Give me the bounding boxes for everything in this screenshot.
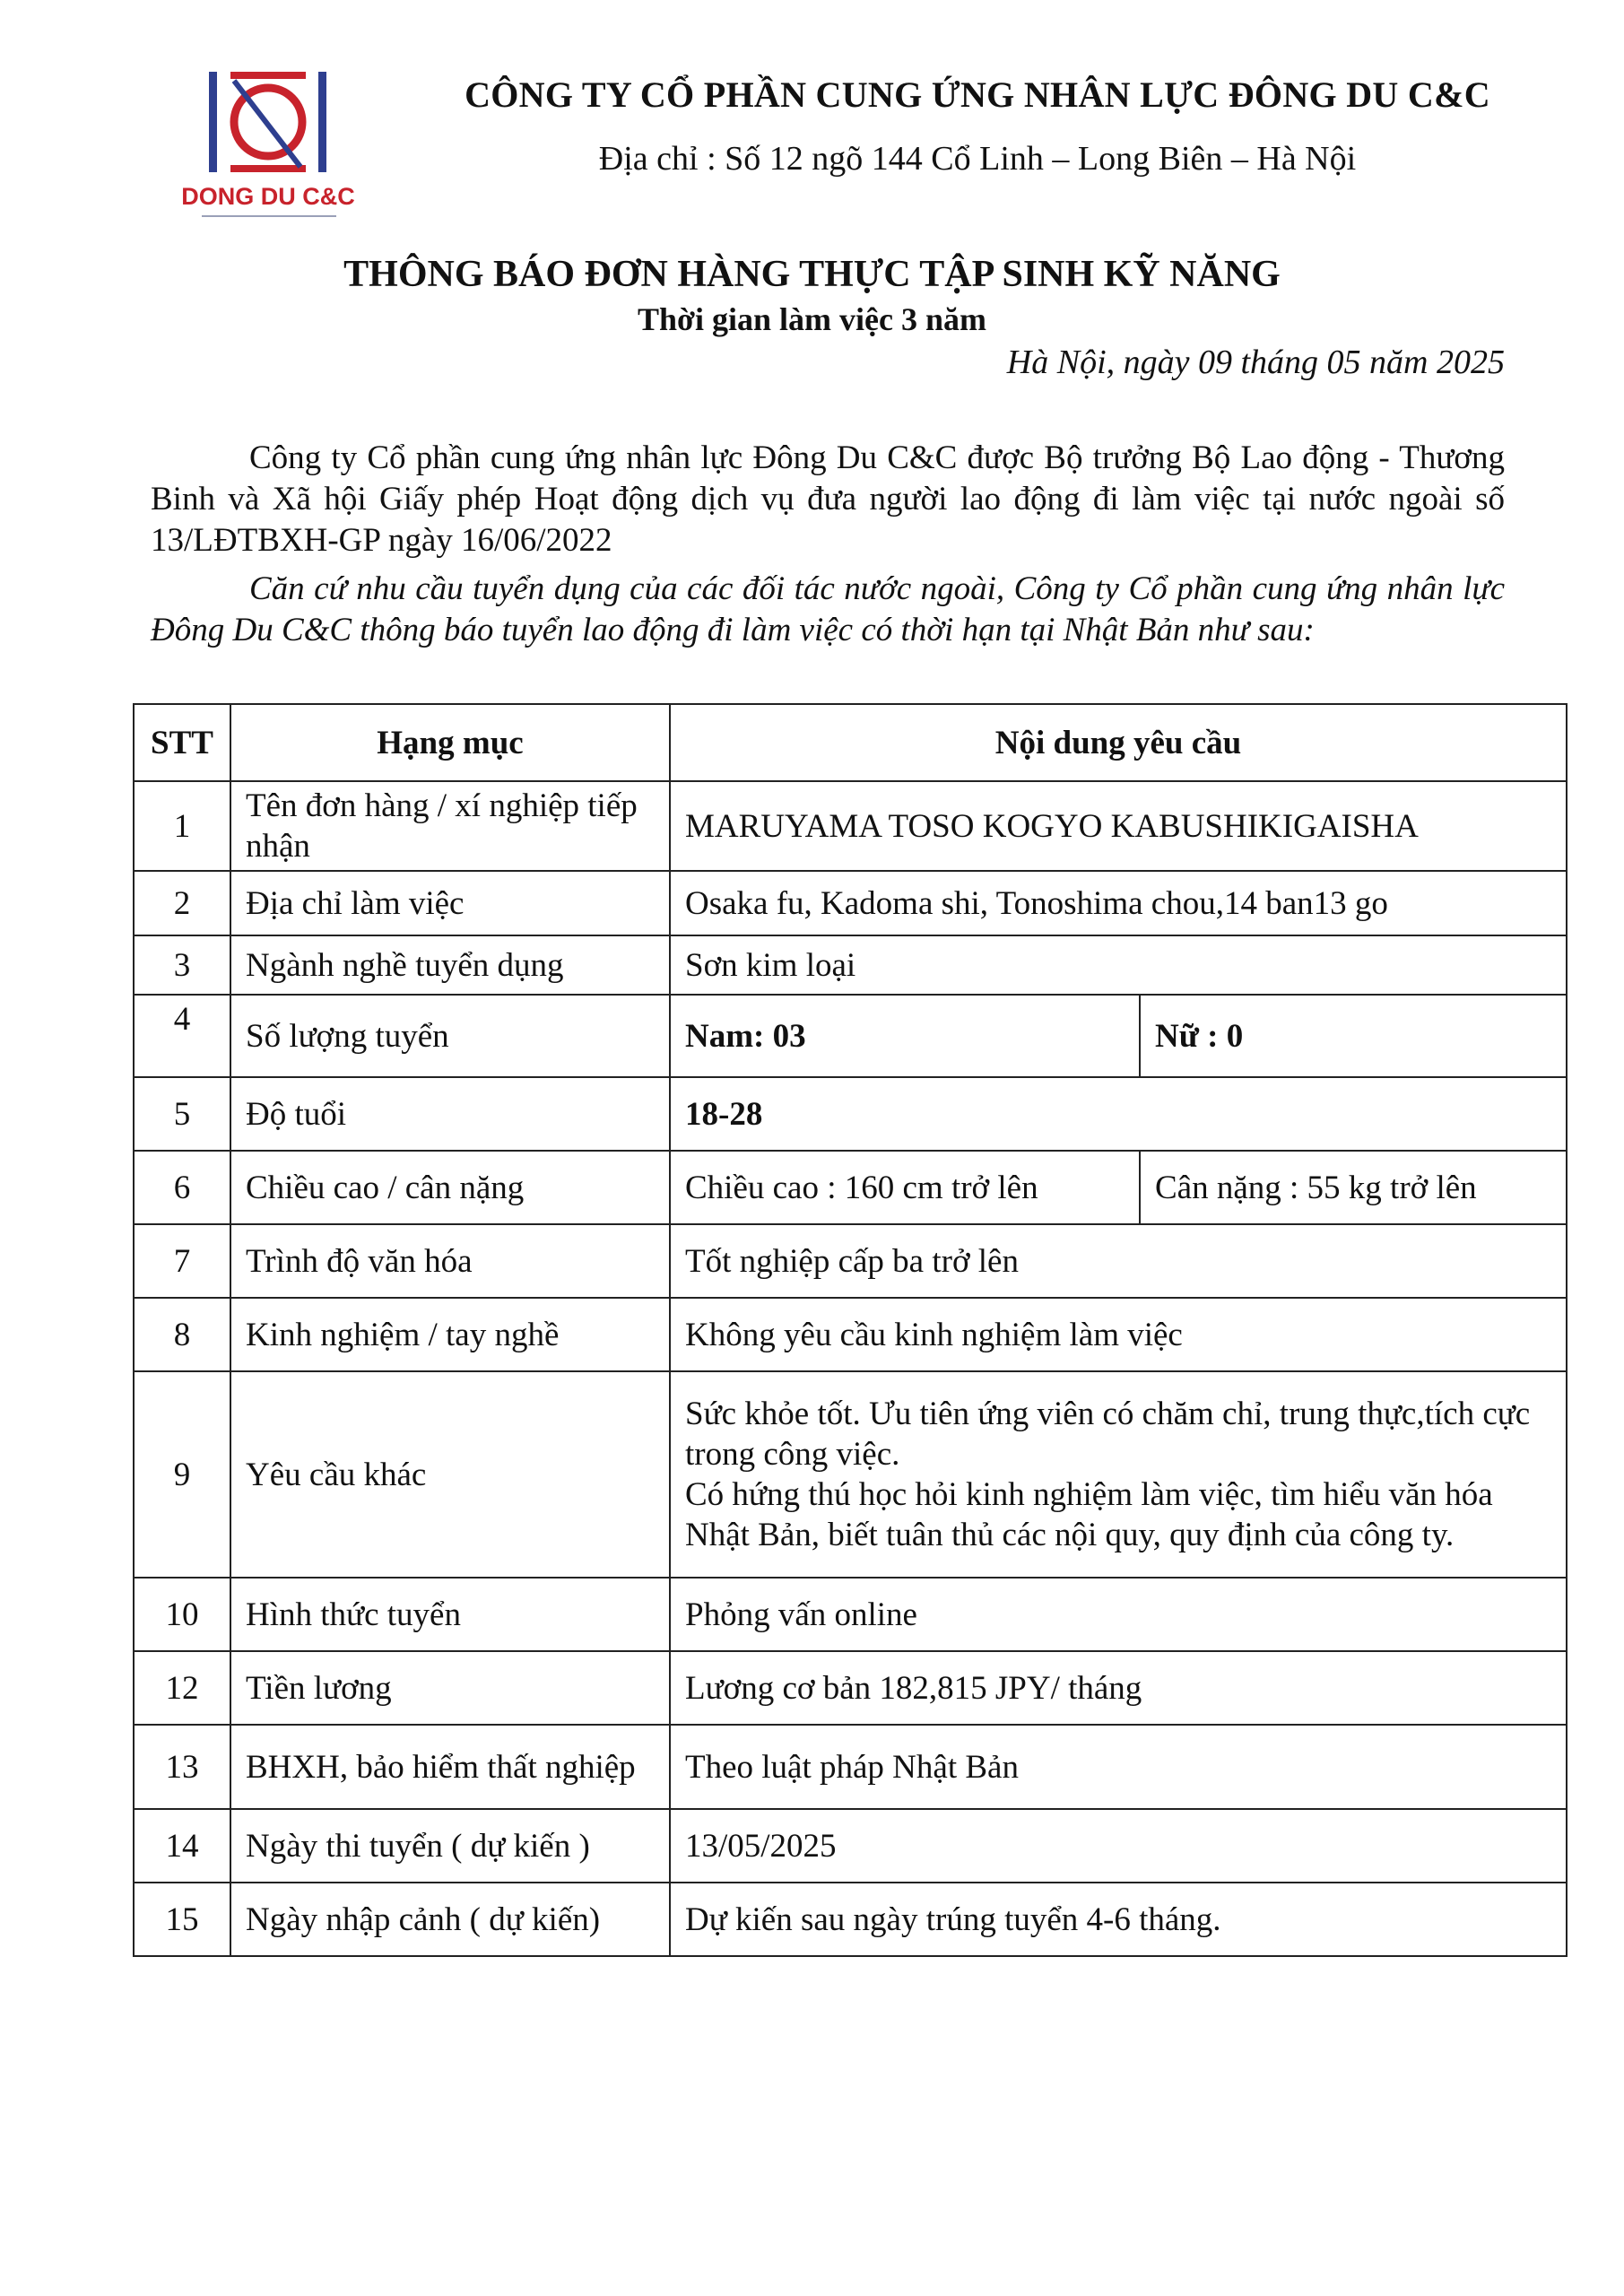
row-item: Chiều cao / cân nặng [230, 1151, 670, 1224]
row-item: Ngày nhập cảnh ( dự kiến) [230, 1883, 670, 1956]
header-item: Hạng mục [230, 704, 670, 781]
row-stt: 6 [134, 1151, 230, 1224]
row-content: 18-28 [670, 1077, 1567, 1151]
requirements-table [133, 703, 1568, 1957]
intro-paragraph [151, 438, 1505, 561]
row-content: Theo luật pháp Nhật Bản [670, 1725, 1567, 1809]
row-stt: 13 [134, 1725, 230, 1809]
row-content-line: Có hứng thú học hỏi kinh nghiệm làm việc, tìm hiểu văn hóa Nhật Bản, biết tuân thủ các nội quy, quy định của công ty. [685, 1476, 1493, 1553]
table-row [134, 1725, 1567, 1809]
row-stt: 15 [134, 1883, 230, 1956]
table-row [134, 1298, 1567, 1371]
table-header-row [134, 704, 1567, 781]
company-logo [175, 61, 363, 227]
row-content: Phỏng vấn online [670, 1578, 1567, 1651]
header-content: Nội dung yêu cầu [670, 704, 1567, 781]
row-item: Yêu cầu khác [230, 1371, 670, 1578]
table-row [134, 1077, 1567, 1151]
row-item: Địa chỉ làm việc [230, 871, 670, 935]
table-row [134, 871, 1567, 935]
row-stt: 1 [134, 781, 230, 871]
row-stt: 5 [134, 1077, 230, 1151]
logo-mark-icon [175, 61, 363, 227]
row-stt: 4 [134, 995, 230, 1077]
table-row [134, 781, 1567, 871]
row-stt: 10 [134, 1578, 230, 1651]
company-name: CÔNG TY CỔ PHẦN CUNG ỨNG NHÂN LỰC ĐÔNG DU C&C [465, 74, 1490, 115]
row-stt: 14 [134, 1809, 230, 1883]
row-content: MARUYAMA TOSO KOGYO KABUSHIKIGAISHA [670, 781, 1567, 871]
row-stt: 12 [134, 1651, 230, 1725]
table-row [134, 1651, 1567, 1725]
document-date: Hà Nội, ngày 09 tháng 05 năm 2025 [1006, 344, 1505, 381]
row-item: Hình thức tuyển [230, 1578, 670, 1651]
row-content [670, 1371, 1567, 1578]
row-stt: 2 [134, 871, 230, 935]
row-stt: 7 [134, 1224, 230, 1298]
table-row [134, 935, 1567, 995]
row-item: Trình độ văn hóa [230, 1224, 670, 1298]
row-content-female: Nữ : 0 [1140, 995, 1567, 1077]
header-stt: STT [134, 704, 230, 781]
row-content-male: Nam: 03 [670, 995, 1140, 1077]
row-stt: 3 [134, 935, 230, 995]
logo-text: DONG DU C&C [181, 183, 355, 210]
document-subtitle: Thời gian làm việc 3 năm [638, 301, 986, 337]
basis-paragraph-text: Căn cứ nhu cầu tuyển dụng của các đối tác nước ngoài, Công ty Cổ phần cung ứng nhân lực Đông Du C&C thông báo tuyển lao động đi làm việc có thời hạn tại Nhật Bản như sau: [151, 570, 1505, 648]
row-content: 13/05/2025 [670, 1809, 1567, 1883]
row-content-height: Chiều cao : 160 cm trở lên [670, 1151, 1140, 1224]
row-stt: 9 [134, 1371, 230, 1578]
row-item: Số lượng tuyển [230, 995, 670, 1077]
basis-paragraph [151, 569, 1505, 651]
table-row [134, 1578, 1567, 1651]
company-address: Địa chỉ : Số 12 ngõ 144 Cổ Linh – Long Biên – Hà Nội [598, 140, 1357, 178]
row-item: BHXH, bảo hiểm thất nghiệp [230, 1725, 670, 1809]
table-row [134, 1151, 1567, 1224]
row-content-line: Sức khỏe tốt. Ưu tiên ứng viên có chăm chỉ, trung thực,tích cực trong công việc. [685, 1396, 1531, 1473]
row-item: Kinh nghiệm / tay nghề [230, 1298, 670, 1371]
row-content: Lương cơ bản 182,815 JPY/ tháng [670, 1651, 1567, 1725]
table-row [134, 995, 1567, 1077]
row-item: Độ tuổi [230, 1077, 670, 1151]
table-row [134, 1883, 1567, 1956]
row-content: Không yêu cầu kinh nghiệm làm việc [670, 1298, 1567, 1371]
row-content: Dự kiến sau ngày trúng tuyển 4-6 tháng. [670, 1883, 1567, 1956]
intro-paragraph-text: Công ty Cổ phần cung ứng nhân lực Đông Du C&C được Bộ trưởng Bộ Lao động - Thương Binh và Xã hội Giấy phép Hoạt động dịch vụ đưa người lao động đi làm việc tại nước ngoài số 13/LĐTBXH-GP ngày 16/06/2022 [151, 439, 1505, 559]
table-row [134, 1809, 1567, 1883]
document-title: THÔNG BÁO ĐƠN HÀNG THỰC TẬP SINH KỸ NĂNG [343, 254, 1281, 295]
row-content: Sơn kim loại [670, 935, 1567, 995]
table-row [134, 1224, 1567, 1298]
row-item: Ngành nghề tuyển dụng [230, 935, 670, 995]
row-item: Tên đơn hàng / xí nghiệp tiếp nhận [230, 781, 670, 871]
row-stt: 8 [134, 1298, 230, 1371]
row-content-weight: Cân nặng : 55 kg trở lên [1140, 1151, 1567, 1224]
table-row [134, 1371, 1567, 1578]
row-item: Ngày thi tuyển ( dự kiến ) [230, 1809, 670, 1883]
row-content: Tốt nghiệp cấp ba trở lên [670, 1224, 1567, 1298]
row-content: Osaka fu, Kadoma shi, Tonoshima chou,14 ban13 go [670, 871, 1567, 935]
row-item: Tiền lương [230, 1651, 670, 1725]
